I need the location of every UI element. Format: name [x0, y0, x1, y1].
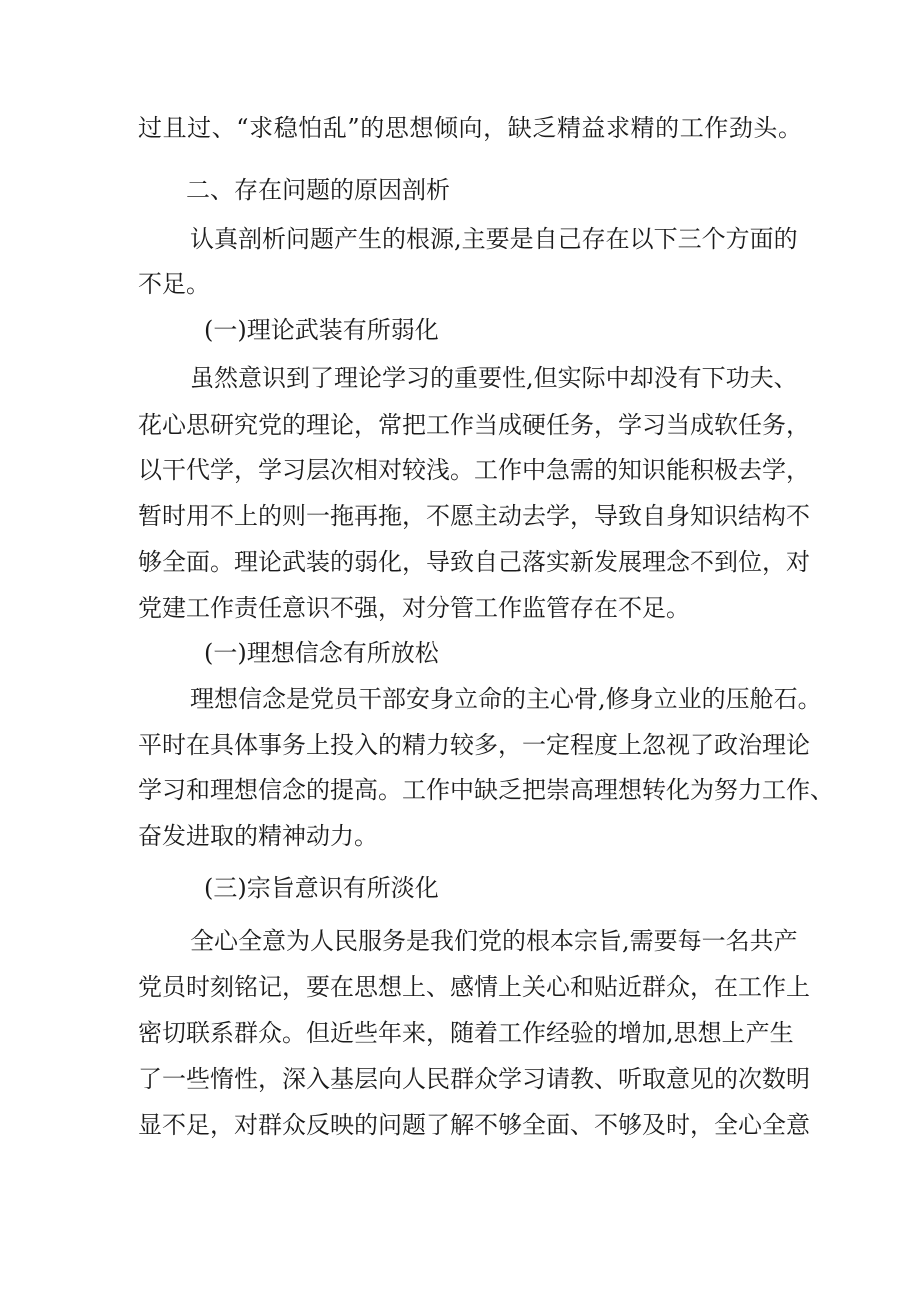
- paragraph-line: 全心全意为人民服务是我们党的根本宗旨,需要每一名共产: [190, 927, 798, 955]
- paragraph-line: 党员时刻铭记，要在思想上、感情上关心和贴近群众，在工作上: [138, 973, 810, 1001]
- paragraph-line: 学习和理想信念的提高。工作中缺乏把崇高理想转化为努力工作、: [138, 776, 834, 804]
- paragraph-line: 显不足，对群众反映的问题了解不够全面、不够及时，全心全意: [138, 1111, 810, 1139]
- section-heading: 二、存在问题的原因剖析: [186, 176, 450, 204]
- subsection-heading: (一)理想信念有所放松: [204, 639, 439, 667]
- paragraph-line: 认真剖析问题产生的根源,主要是自己存在以下三个方面的: [190, 225, 798, 253]
- paragraph-line: 花心思研究党的理论，常把工作当成硬任务，学习当成软任务，: [138, 411, 810, 439]
- paragraph-line: 党建工作责任意识不强，对分管工作监管存在不足。: [138, 594, 690, 622]
- paragraph-line: 过且过、“求稳怕乱”的思想倾向，缺乏精益求精的工作劲头。: [138, 114, 802, 142]
- paragraph-line: 奋发进取的精神动力。: [138, 822, 378, 850]
- paragraph-line: 理想信念是党员干部安身立命的主心骨,修身立业的压舱石。: [190, 685, 822, 713]
- paragraph-line: 了一些惰性，深入基层向人民群众学习请教、听取意见的次数明: [138, 1065, 810, 1093]
- subsection-heading: (一)理论武装有所弱化: [204, 316, 439, 344]
- paragraph-line: 以干代学，学习层次相对较浅。工作中急需的知识能积极去学，: [138, 456, 810, 484]
- paragraph-line: 平时在具体事务上投入的精力较多，一定程度上忽视了政治理论: [138, 731, 810, 759]
- subsection-heading: (三)宗旨意识有所淡化: [204, 874, 439, 902]
- paragraph-line: 虽然意识到了理论学习的重要性,但实际中却没有下功夫、: [190, 364, 798, 392]
- paragraph-line: 暂时用不上的则一拖再拖，不愿主动去学，导致自身知识结构不: [138, 502, 810, 530]
- paragraph-line: 不足。: [138, 270, 210, 298]
- paragraph-line: 够全面。理论武装的弱化，导致自己落实新发展理念不到位，对: [138, 548, 810, 576]
- paragraph-line: 密切联系群众。但近些年来，随着工作经验的增加,思想上产生: [138, 1019, 794, 1047]
